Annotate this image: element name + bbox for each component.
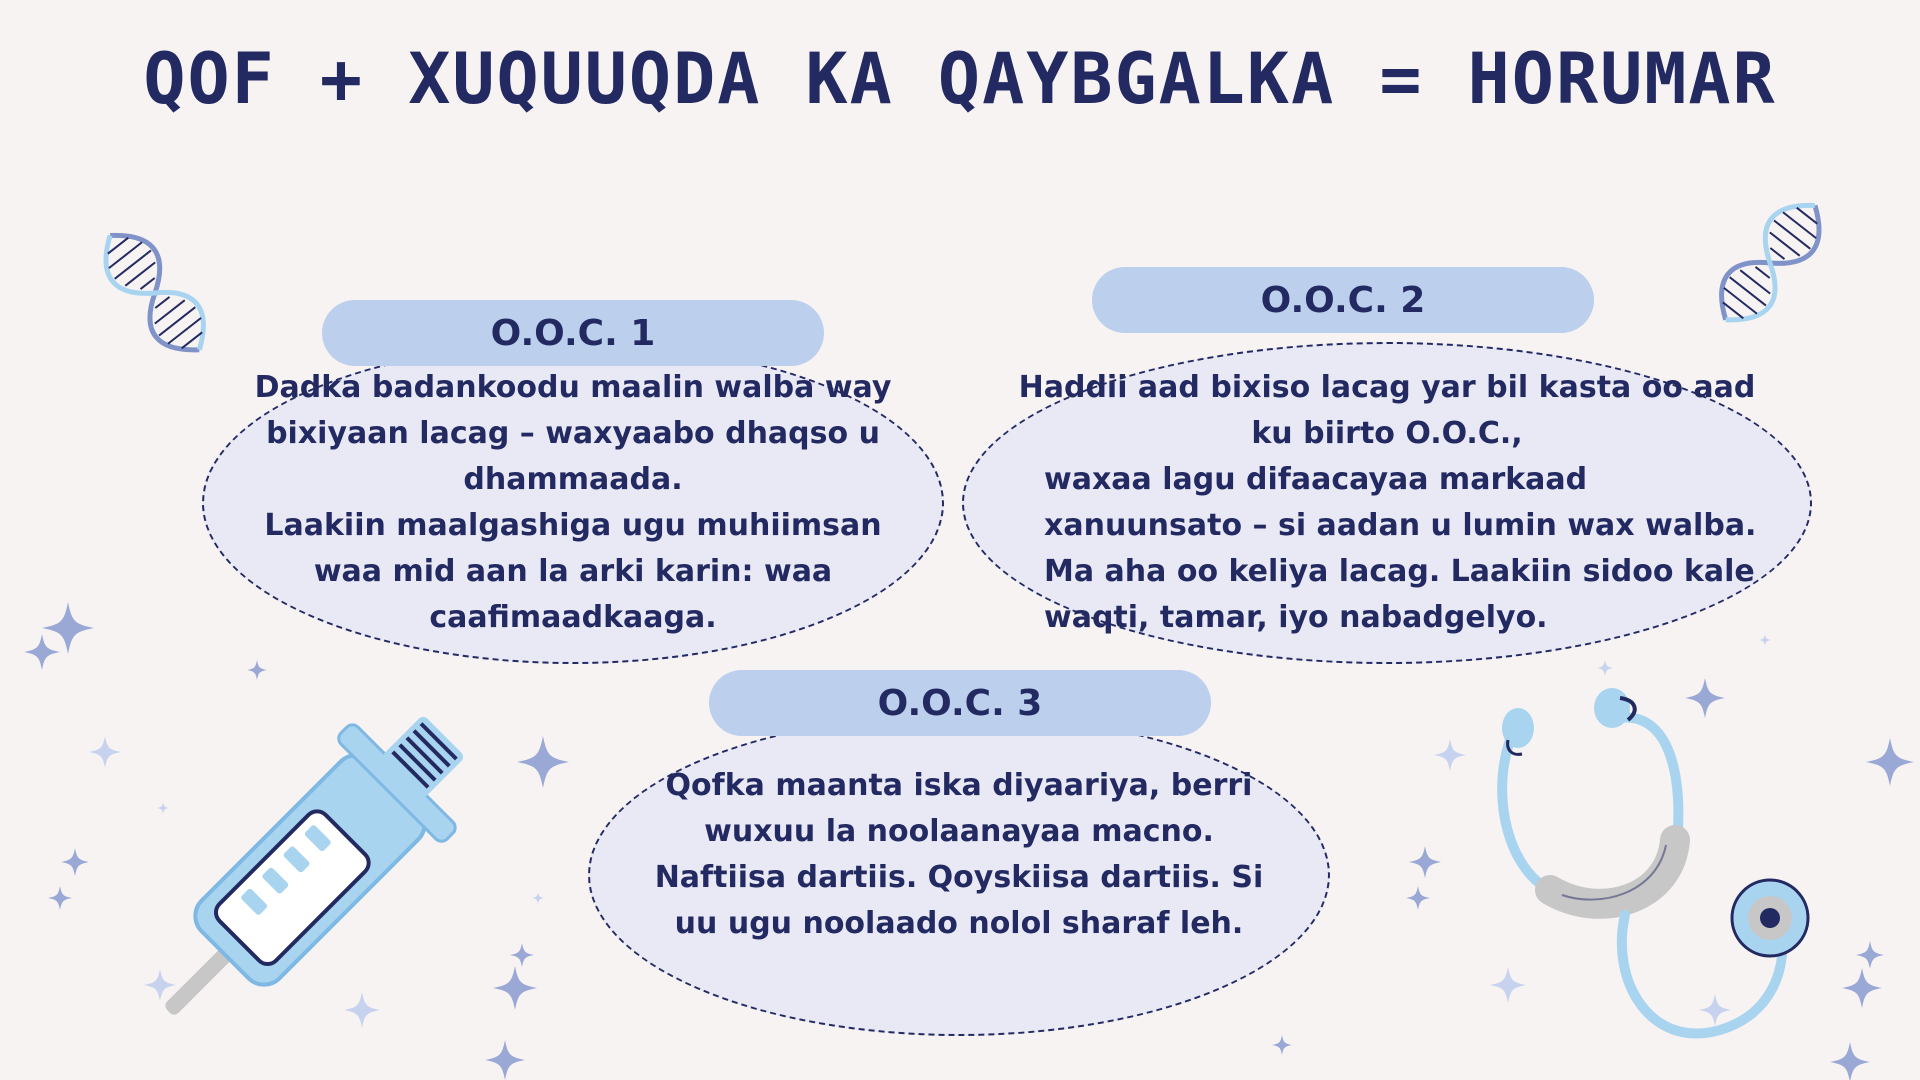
card-1-line: caafimaadkaaga. [429,600,717,635]
card-1-line: bixiyaan lacag – waxyaabo dhaqso u [266,416,880,451]
card-3-line: wuxuu la noolaanayaa macno. [704,814,1214,849]
card-2-label: O.O.C. 2 [1092,267,1594,333]
card-1-line: waa mid aan la arki karin: waa [313,554,833,589]
page-title: QOF + XUQUUQDA KA QAYBGALKA = HORUMAR [143,38,1777,120]
card-2-line: Haddii aad bixiso lacag yar bil kasta oo aad [1018,370,1756,405]
card-1-line: Laakiin maalgashiga ugu muhiimsan [264,508,882,543]
card-2-line: waqti, tamar, iyo nabadgelyo. [1044,600,1548,635]
card-1-label: O.O.C. 1 [322,300,824,366]
card-2-line: waxaa lagu difaacayaa markaad [1044,462,1588,497]
card-2-line: ku biirto O.O.C., [1251,416,1523,451]
card-3-line: Qofka maanta iska diyaariya, berri [665,768,1253,803]
card-2-line: xanuunsato – si aadan u lumin wax walba. [1044,508,1757,543]
card-2-line: Ma aha oo keliya lacag. Laakiin sidoo kale [1044,554,1755,589]
card-3-line: uu ugu noolaado nolol sharaf leh. [674,906,1244,941]
card-1-line: dhammaada. [463,462,683,497]
card-3-label: O.O.C. 3 [709,670,1211,736]
card-3-line: Naftiisa dartiis. Qoyskiisa dartiis. Si [654,860,1264,895]
card-1-line: Dadka badankoodu maalin walba way [254,370,892,405]
